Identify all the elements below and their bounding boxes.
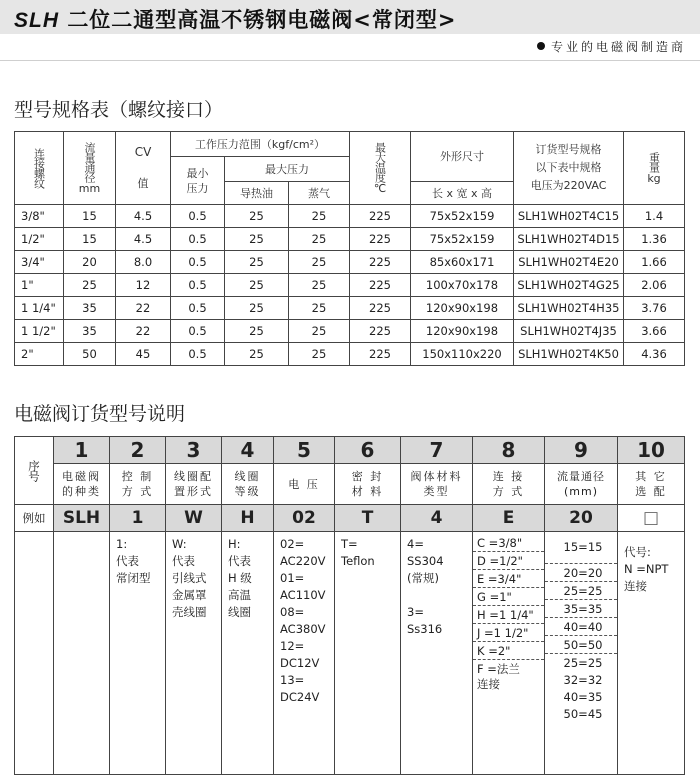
cell: 22 (116, 297, 171, 320)
cell: 0.5 (171, 251, 225, 274)
cell: 50 (64, 343, 116, 366)
example-value: 4 (401, 505, 473, 532)
cell: 3.76 (624, 297, 685, 320)
detail-row (15, 532, 685, 775)
cell: 225 (350, 205, 411, 228)
detail-line: 01= (280, 571, 305, 585)
connection-header: 连接螺纹 (32, 148, 46, 188)
temp-unit: ℃ (373, 181, 387, 195)
cv-header: CV (134, 145, 152, 159)
table-row (15, 320, 685, 343)
detail-line: 13= (280, 673, 305, 687)
cell: 25 (289, 205, 350, 228)
detail-line: (常规) (407, 571, 439, 585)
seal-material-detail (335, 532, 401, 775)
cell: 225 (350, 343, 411, 366)
cell: 4.36 (624, 343, 685, 366)
detail-line: 1: (116, 537, 128, 551)
detail-line: F =法兰连接 (477, 662, 520, 691)
dimensions-header: 外形尺寸 (440, 150, 484, 163)
detail-line: W: (172, 537, 187, 551)
detail-line: 引线式 (172, 571, 207, 585)
cell: SLH1WH02T4E20 (514, 251, 624, 274)
detail-line: 4= (407, 537, 424, 551)
min-pressure-header: 最小压力 (186, 166, 209, 195)
oil-header: 导热油 (240, 186, 273, 200)
tagline-text: 专业的电磁阀制造商 (550, 40, 686, 54)
table-row (15, 274, 685, 297)
detail-line: 代号: (624, 545, 651, 559)
seq-label: 序号 (27, 460, 41, 481)
detail-line: DC24V (280, 690, 320, 704)
cell: 0.5 (171, 274, 225, 297)
cell: 150x110x220 (411, 343, 514, 366)
cell: 1 1/4" (15, 297, 64, 320)
table-row (15, 205, 685, 228)
detail-line: 金属罩 (172, 588, 207, 602)
detail-line: C =3/8" (473, 534, 544, 552)
detail-line: 3= (407, 605, 424, 619)
example-label: 例如 (22, 511, 46, 525)
cell: SLH1WH02T4J35 (514, 320, 624, 343)
example-value: 1 (110, 505, 166, 532)
detail-line: H =1 1/4" (473, 606, 544, 624)
page-title (14, 4, 457, 34)
coil-config-detail (166, 532, 222, 775)
cell: SLH1WH02T4G25 (514, 274, 624, 297)
brand-name: SLH (14, 9, 59, 32)
order-code-sub: 以下表中规格 (535, 161, 602, 174)
max-pressure-header: 最大压力 (265, 162, 309, 176)
detail-line: J =1 1/2" (473, 624, 544, 642)
example-value: W (166, 505, 222, 532)
detail-line: 壳线圈 (172, 605, 207, 619)
detail-line: DC12V (280, 656, 320, 670)
position-description: 控 制方 式 (121, 470, 154, 498)
detail-line: K =2" (473, 642, 544, 660)
position-description: 其 它选 配 (635, 470, 667, 498)
detail-line: 08= (280, 605, 305, 619)
cell: 25 (289, 320, 350, 343)
cell: 225 (350, 228, 411, 251)
detail-line: 40=40 (545, 618, 617, 636)
detail-line: 线圈 (228, 605, 251, 619)
cell: 225 (350, 251, 411, 274)
cell: 12 (116, 274, 171, 297)
number-row (15, 437, 685, 464)
cell: 45 (116, 343, 171, 366)
cell: 25 (225, 251, 289, 274)
detail-line: 40=35 (563, 690, 603, 704)
detail-line: 高温 (228, 588, 251, 602)
cell: 0.5 (171, 205, 225, 228)
cell: 25 (225, 228, 289, 251)
spec-header-row (15, 132, 685, 157)
detail-line: AC220V (280, 554, 326, 568)
spec-section-title: 型号规格表（螺纹接口） (14, 99, 224, 121)
position-number: 6 (335, 437, 401, 464)
body-material-detail (401, 532, 473, 775)
flow-diameter-detail (545, 532, 618, 775)
detail-line: 25=25 (545, 582, 617, 600)
cell: 225 (350, 297, 411, 320)
tagline (537, 38, 686, 55)
detail-line: 12= (280, 639, 305, 653)
connection-detail (473, 532, 545, 775)
cell: 25 (225, 205, 289, 228)
position-description: 连 接方 式 (492, 470, 525, 498)
cell: 0.5 (171, 297, 225, 320)
cell: SLH1WH02T4K50 (514, 343, 624, 366)
position-description: 流量通径(mm) (557, 470, 605, 498)
cell: 25 (225, 320, 289, 343)
detail-line: 25=25 (563, 656, 603, 670)
position-number: 9 (545, 437, 618, 464)
position-number: 4 (222, 437, 274, 464)
position-number: 3 (166, 437, 222, 464)
position-description: 电 压 (288, 477, 320, 491)
cell: 3/8" (15, 205, 64, 228)
detail-line (407, 587, 472, 604)
cell: 2.06 (624, 274, 685, 297)
table-row (15, 251, 685, 274)
cell: 25 (289, 228, 350, 251)
cell: 25 (225, 343, 289, 366)
detail-line: E =3/4" (473, 570, 544, 588)
detail-line: 20=20 (545, 564, 617, 582)
detail-line: 50=45 (563, 707, 603, 721)
weight-unit: kg (647, 171, 661, 185)
example-value: SLH (54, 505, 110, 532)
order-code-voltage: 电压为220VAC (530, 179, 607, 192)
spec-table (14, 131, 685, 366)
position-number: 2 (110, 437, 166, 464)
detail-line: 32=32 (563, 673, 603, 687)
max-temp-header: 最大温度 (373, 141, 387, 182)
cell: 1/2" (15, 228, 64, 251)
cell: 25 (289, 274, 350, 297)
cell: 75x52x159 (411, 205, 514, 228)
order-code-header: 订货型号规格 (535, 143, 602, 156)
cell: 15 (64, 228, 116, 251)
detail-line: Ss316 (407, 622, 443, 636)
example-value: H (222, 505, 274, 532)
cell: 120x90x198 (411, 320, 514, 343)
cell: 225 (350, 320, 411, 343)
table-row (15, 343, 685, 366)
position-description: 密 封材 料 (351, 470, 384, 498)
order-section-title: 电磁阀订货型号说明 (14, 403, 186, 425)
options-detail (618, 532, 685, 775)
divider (0, 60, 700, 61)
position-description: 电磁阀的种类 (62, 470, 101, 498)
cell: 4.5 (116, 205, 171, 228)
cell: 8.0 (116, 251, 171, 274)
cell: 25 (289, 297, 350, 320)
flow-header: 流量通径 (83, 141, 96, 182)
position-description: 线圈配置形式 (174, 470, 213, 498)
cell: 3.66 (624, 320, 685, 343)
detail-line: 代表 (228, 554, 251, 568)
cell: 0.5 (171, 343, 225, 366)
example-value: T (335, 505, 401, 532)
example-value: 02 (274, 505, 335, 532)
cell: 22 (116, 320, 171, 343)
cell: 3/4" (15, 251, 64, 274)
position-description: 线圈等级 (234, 470, 261, 498)
cell: 1 1/2" (15, 320, 64, 343)
detail-line: D =1/2" (473, 552, 544, 570)
detail-line: H 级 (228, 571, 252, 585)
cv-value-label: 值 (137, 177, 149, 190)
coil-class-detail (222, 532, 274, 775)
title-banner (0, 0, 700, 34)
cell: SLH1WH02T4D15 (514, 228, 624, 251)
voltage-detail (274, 532, 335, 775)
cell: 0.5 (171, 320, 225, 343)
cell: SLH1WH02T4H35 (514, 297, 624, 320)
cell: 25 (64, 274, 116, 297)
weight-header: 重量 (647, 151, 661, 172)
detail-line: 常闭型 (116, 571, 151, 585)
cell: 35 (64, 320, 116, 343)
cell: 100x70x178 (411, 274, 514, 297)
table-row (15, 297, 685, 320)
table-row (15, 228, 685, 251)
cell: 25 (225, 297, 289, 320)
cell: 4.5 (116, 228, 171, 251)
position-number: 5 (274, 437, 335, 464)
example-value: E (473, 505, 545, 532)
cell: 25 (289, 251, 350, 274)
product-title: 二位二通型高温不锈钢电磁阀<常闭型> (67, 8, 457, 32)
detail-line: 50=50 (545, 636, 617, 654)
cell: 20 (64, 251, 116, 274)
detail-line: Teflon (341, 554, 375, 568)
cell: 85x60x171 (411, 251, 514, 274)
position-number: 8 (473, 437, 545, 464)
pressure-range-header: 工作压力范围（kgf/cm²） (194, 137, 326, 151)
steam-header: 蒸气 (308, 186, 330, 200)
example-row (15, 505, 685, 532)
cell: 120x90x198 (411, 297, 514, 320)
position-description: 阀体材料类型 (410, 470, 463, 498)
bullet-icon (537, 42, 545, 50)
detail-line: 连接 (624, 579, 647, 593)
position-number: 1 (54, 437, 110, 464)
flow-unit: mm (78, 181, 101, 195)
cell: 2" (15, 343, 64, 366)
cell: 1" (15, 274, 64, 297)
detail-line: SS304 (407, 554, 444, 568)
detail-line: 代表 (116, 554, 139, 568)
cell: 225 (350, 274, 411, 297)
example-value: □ (618, 505, 685, 532)
cell: 0.5 (171, 228, 225, 251)
detail-line: 代表 (172, 554, 195, 568)
detail-line: H: (228, 537, 241, 551)
detail-line: T= (341, 537, 358, 551)
cell: 25 (289, 343, 350, 366)
cell: 15 (64, 205, 116, 228)
detail-line: 02= (280, 537, 305, 551)
example-value: 20 (545, 505, 618, 532)
cell: 25 (225, 274, 289, 297)
cell: 1.66 (624, 251, 685, 274)
position-number: 7 (401, 437, 473, 464)
detail-line: 15=15 (545, 538, 617, 564)
dim-detail-header: 长 x 宽 x 高 (431, 186, 492, 200)
description-row (15, 464, 685, 505)
cell: SLH1WH02T4C15 (514, 205, 624, 228)
cell: 75x52x159 (411, 228, 514, 251)
cell: 1.36 (624, 228, 685, 251)
control-mode-detail (110, 532, 166, 775)
detail-line: AC380V (280, 622, 326, 636)
detail-line: G =1" (473, 588, 544, 606)
position-number: 10 (618, 437, 685, 464)
cell: 35 (64, 297, 116, 320)
detail-line: N =NPT (624, 562, 669, 576)
detail-line: AC110V (280, 588, 326, 602)
order-code-table (14, 436, 685, 775)
detail-line: 35=35 (545, 600, 617, 618)
cell: 1.4 (624, 205, 685, 228)
